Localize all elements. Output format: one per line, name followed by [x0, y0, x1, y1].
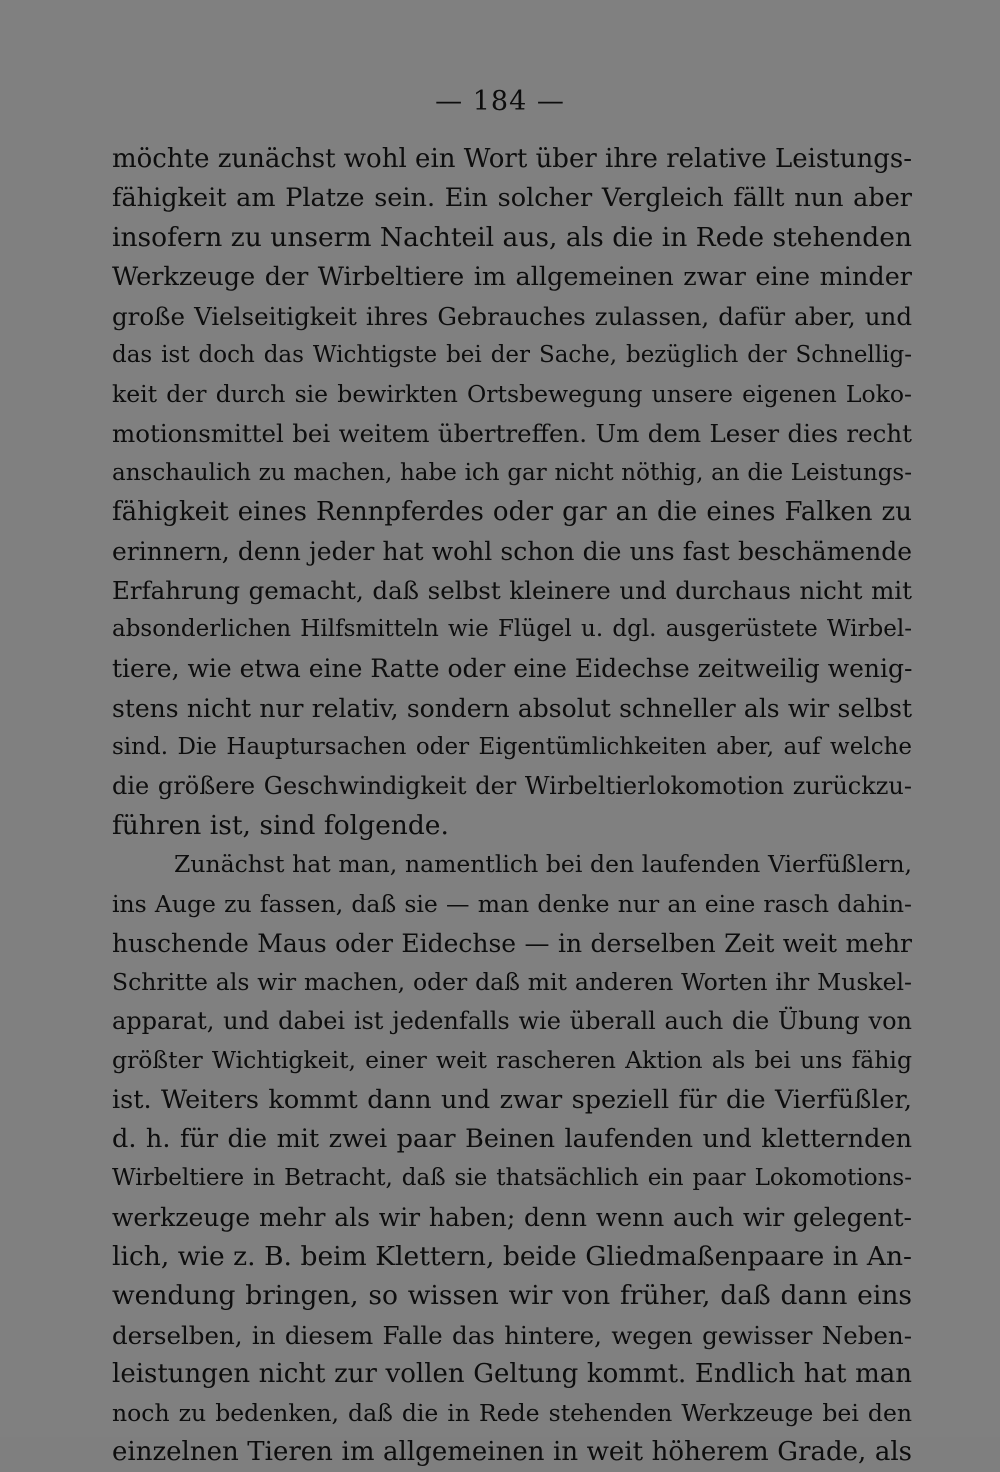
- text-line: erinnern, denn jeder hat wohl schon die uns fast beschämende: [112, 536, 912, 566]
- body-text: [112, 140, 912, 1472]
- text-line: d. h. für die mit zwei paar Beinen laufenden und kletternden: [112, 1123, 912, 1154]
- text-line: fähigkeit eines Rennpferdes oder gar an die eines Falken zu: [112, 496, 912, 527]
- text-line: größter Wichtigkeit, einer weit rascheren Aktion als bei uns fähig: [112, 1046, 912, 1075]
- text-line: keit der durch sie bewirkten Ortsbewegung unsere eigenen Loko-: [112, 380, 912, 409]
- text-line: möchte zunächst wohl ein Wort über ihre relative Leistungs-: [112, 144, 912, 174]
- text-line: einzelnen Tieren im allgemeinen in weit höherem Grade, als: [112, 1437, 912, 1468]
- text-line: insofern zu unserm Nachteil aus, als die in Rede stehenden: [112, 222, 912, 254]
- text-line: Wirbeltiere in Betracht, daß sie thatsächlich ein paar Lokomotions-: [112, 1164, 912, 1191]
- text-line: Erfahrung gemacht, daß selbst kleinere und durchaus nicht mit: [112, 576, 912, 606]
- text-line: Schritte als wir machen, oder daß mit anderen Worten ihr Muskel-: [112, 967, 912, 996]
- text-line: tiere, wie etwa eine Ratte oder eine Eidechse zeitweilig wenig-: [112, 654, 912, 684]
- text-line: werkzeuge mehr als wir haben; denn wenn auch wir gelegent-: [112, 1203, 912, 1233]
- text-line: absonderlichen Hilfsmitteln wie Flügel u. dgl. ausgerüstete Wirbel-: [112, 616, 912, 643]
- text-line: stens nicht nur relativ, sondern absolut schneller als wir selbst: [112, 693, 912, 723]
- text-line: wendung bringen, so wissen wir von früher, daß dann eins: [112, 1280, 912, 1312]
- text-line: fähigkeit am Platze sein. Ein solcher Vergleich fällt nun aber: [112, 183, 912, 214]
- text-line: das ist doch das Wichtigste bei der Sache, bezüglich der Schnellig-: [112, 341, 912, 368]
- text-line: noch zu bedenken, daß die in Rede stehenden Werkzeuge bei den: [112, 1399, 912, 1427]
- text-line: anschaulich zu machen, habe ich gar nicht nöthig, an die Leistungs-: [112, 459, 912, 486]
- text-line: ins Auge zu fassen, daß sie — man denke nur an eine rasch dahin-: [112, 889, 912, 918]
- text-line: die größere Geschwindigkeit der Wirbeltierlokomotion zurückzu-: [112, 772, 912, 800]
- text-line: große Vielseitigkeit ihres Gebrauches zulassen, dafür aber, und: [112, 301, 912, 331]
- text-line-paragraph-end: führen ist, sind folgende.: [112, 810, 449, 842]
- text-line: motionsmittel bei weitem übertreffen. Um dem Leser dies recht: [112, 419, 912, 449]
- text-line: ist. Weiters kommt dann und zwar speziell für die Vierfüßler,: [112, 1084, 912, 1115]
- text-line: lich, wie z. B. beim Klettern, beide Gliedmaßenpaare in An-: [112, 1241, 912, 1273]
- text-line: sind. Die Hauptursachen oder Eigentümlichkeiten aber, auf welche: [112, 733, 912, 760]
- text-line-paragraph-start: Zunächst hat man, namentlich bei den laufenden Vierfüßlern,: [174, 850, 912, 879]
- page-number: — 184 —: [435, 86, 565, 117]
- text-line: derselben, in diesem Falle das hintere, wegen gewisser Neben-: [112, 1320, 912, 1350]
- text-line: leistungen nicht zur vollen Geltung kommt. Endlich hat man: [112, 1358, 912, 1389]
- text-line: apparat, und dabei ist jedenfalls wie überall auch die Übung von: [112, 1007, 912, 1036]
- text-line: Werkzeuge der Wirbeltiere im allgemeinen zwar eine minder: [112, 261, 912, 292]
- text-line: huschende Maus oder Eidechse — in derselben Zeit weit mehr: [112, 928, 912, 958]
